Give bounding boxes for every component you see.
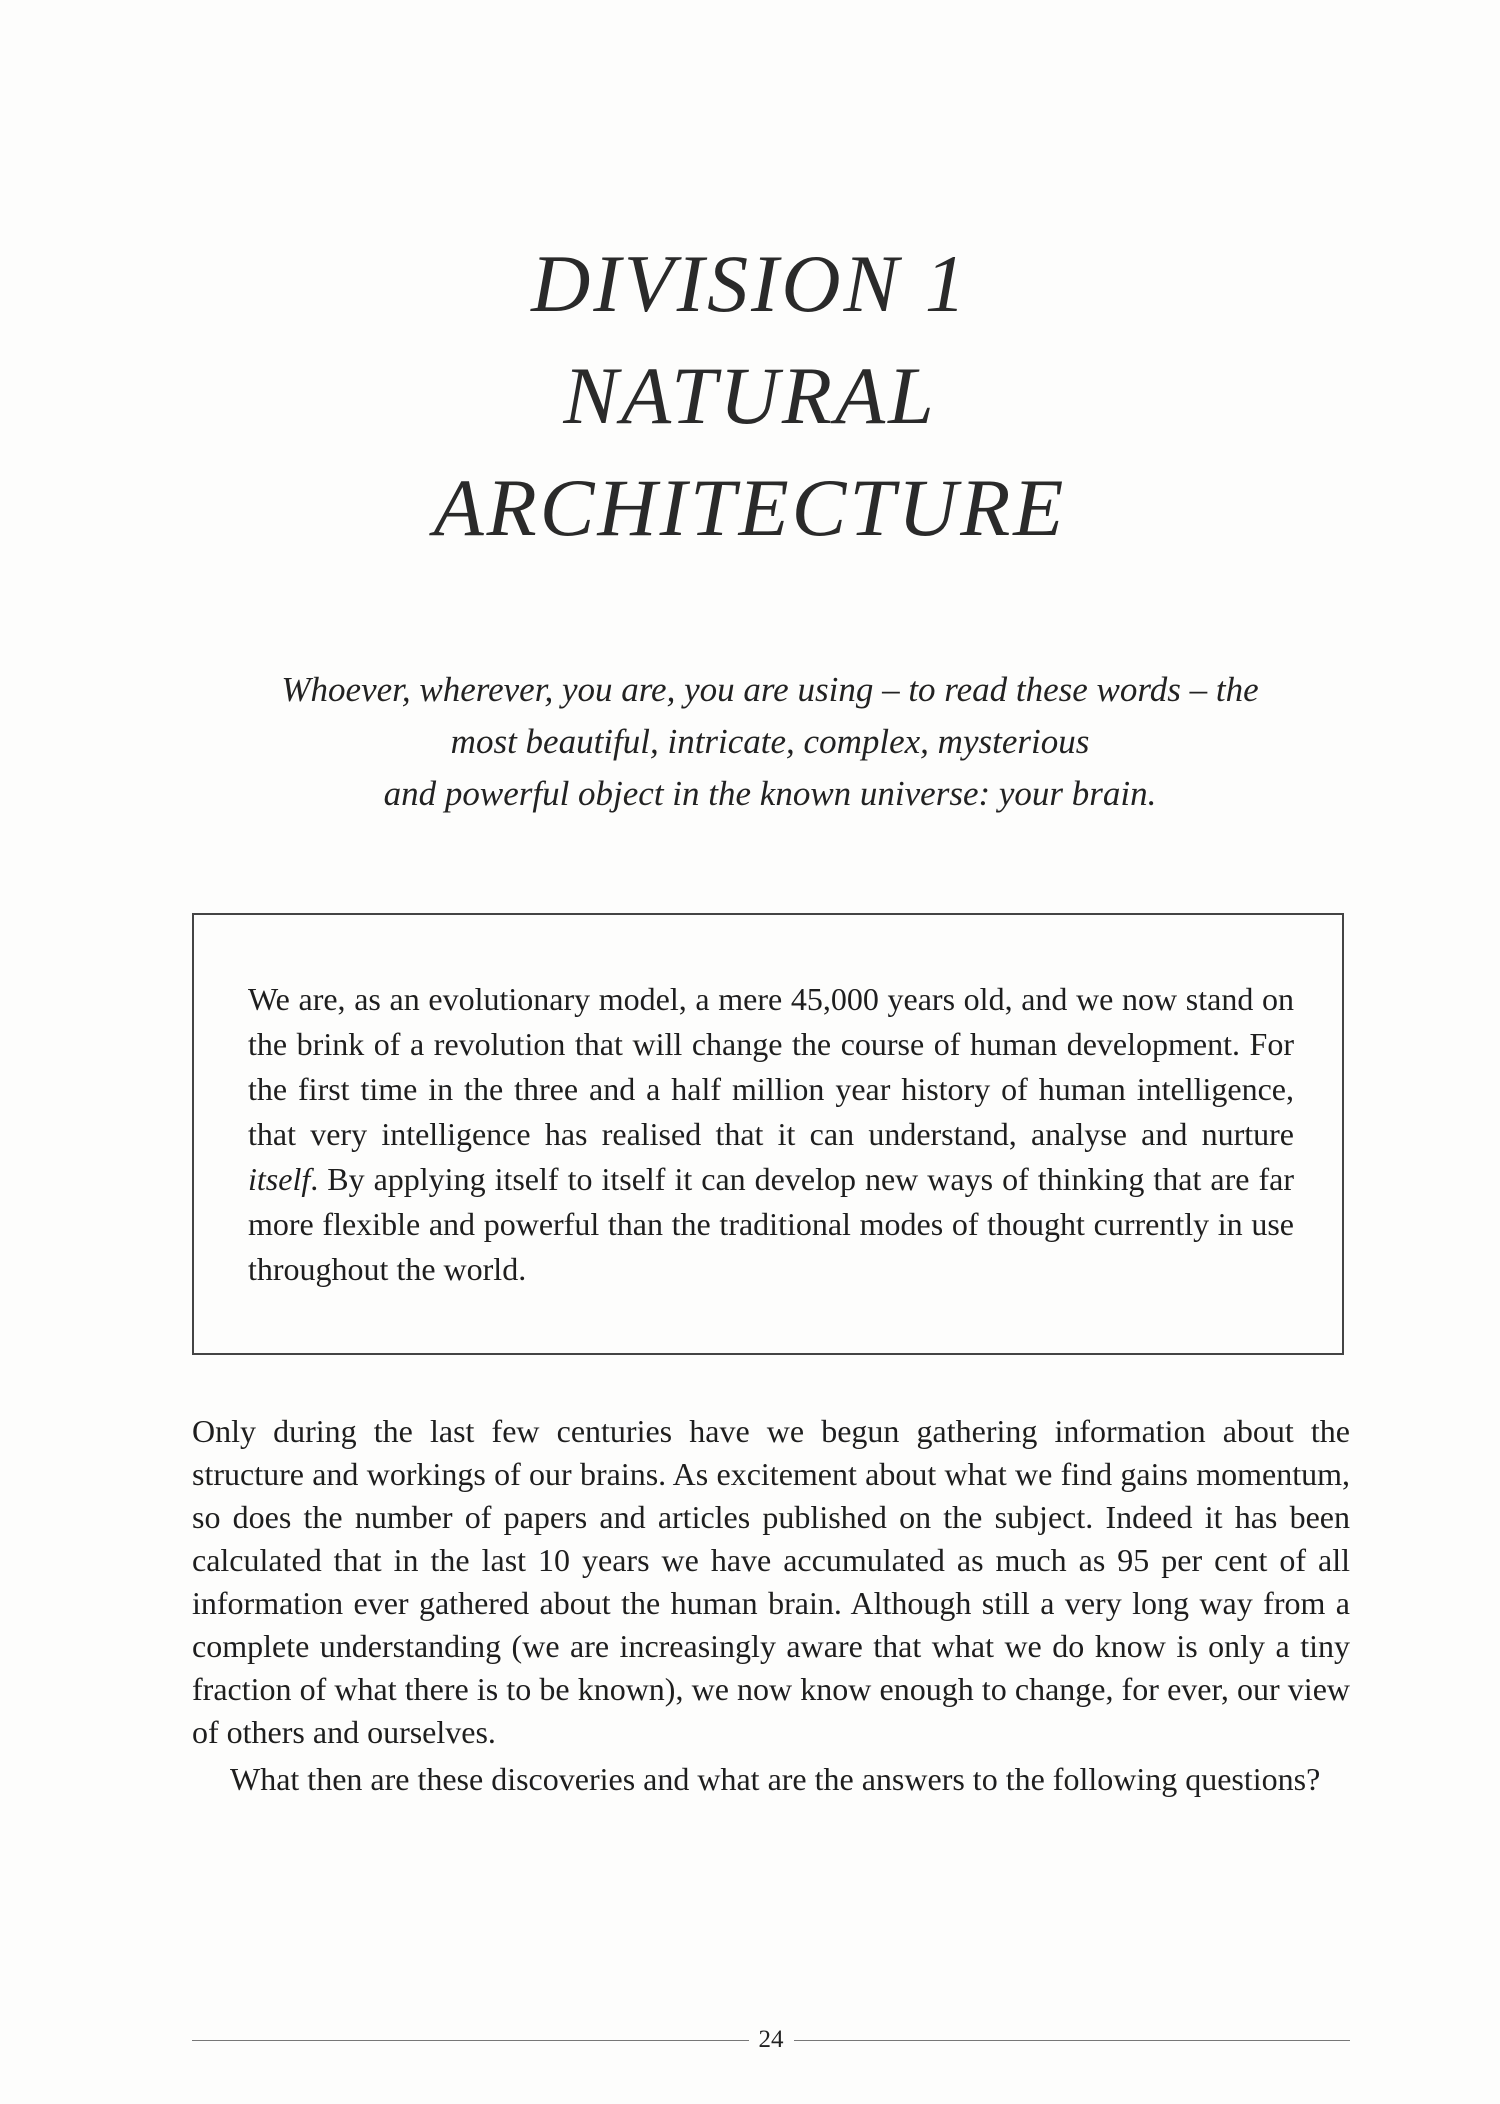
heading-line-division: DIVISION 1 bbox=[531, 238, 969, 329]
body-text bbox=[192, 1410, 1350, 1801]
epigraph-line-1: Whoever, wherever, you are, you are using – to read these words – the bbox=[281, 670, 1259, 709]
page-footer bbox=[192, 2020, 1350, 2060]
epigraph bbox=[190, 664, 1350, 820]
chapter-heading bbox=[190, 228, 1310, 564]
body-paragraph-1: Only during the last few centuries have we begun gathering information about the structure and workings of our brains. As excitement about what we find gains momentum, so does the number of papers and articles published on the subject. Indeed it has been calculated that in the last 10 years we have accumulated as much as 95 per cent of all information ever gathered about the human brain. Although still a very long way from a complete understanding (we are increasingly aware that what we do know is only a tiny fraction of what there is to be known), we now know enough to change, for ever, our view of others and ourselves. bbox=[192, 1413, 1350, 1750]
box-text-after: . By applying itself to itself it can develop new ways of thinking that are far more flexible and powerful than the traditional modes of thought currently in use throughout the world. bbox=[248, 1161, 1294, 1287]
footer-rule-right bbox=[794, 2040, 1351, 2041]
box-text-before: We are, as an evolutionary model, a mere 45,000 years old, and we now stand on the brink of a revolution that will change the course of human development. For the first time in the three and a half million year history of human intelligence, that very intelligence has realised that it can understand, analyse and nurture bbox=[248, 981, 1294, 1152]
highlight-box-text bbox=[248, 977, 1294, 1292]
heading-line-architecture: ARCHITECTURE bbox=[433, 462, 1067, 553]
highlight-box bbox=[192, 913, 1344, 1355]
epigraph-line-2: most beautiful, intricate, complex, mysterious bbox=[450, 722, 1090, 761]
body-paragraph-2: What then are these discoveries and what are the answers to the following questions? bbox=[230, 1761, 1321, 1797]
page-number: 24 bbox=[758, 2026, 784, 2053]
epigraph-line-3: and powerful object in the known universe: your brain. bbox=[383, 774, 1157, 813]
heading-line-natural: NATURAL bbox=[563, 350, 937, 441]
footer-rule-left bbox=[192, 2040, 749, 2041]
box-text-emphasis: itself bbox=[248, 1161, 311, 1197]
